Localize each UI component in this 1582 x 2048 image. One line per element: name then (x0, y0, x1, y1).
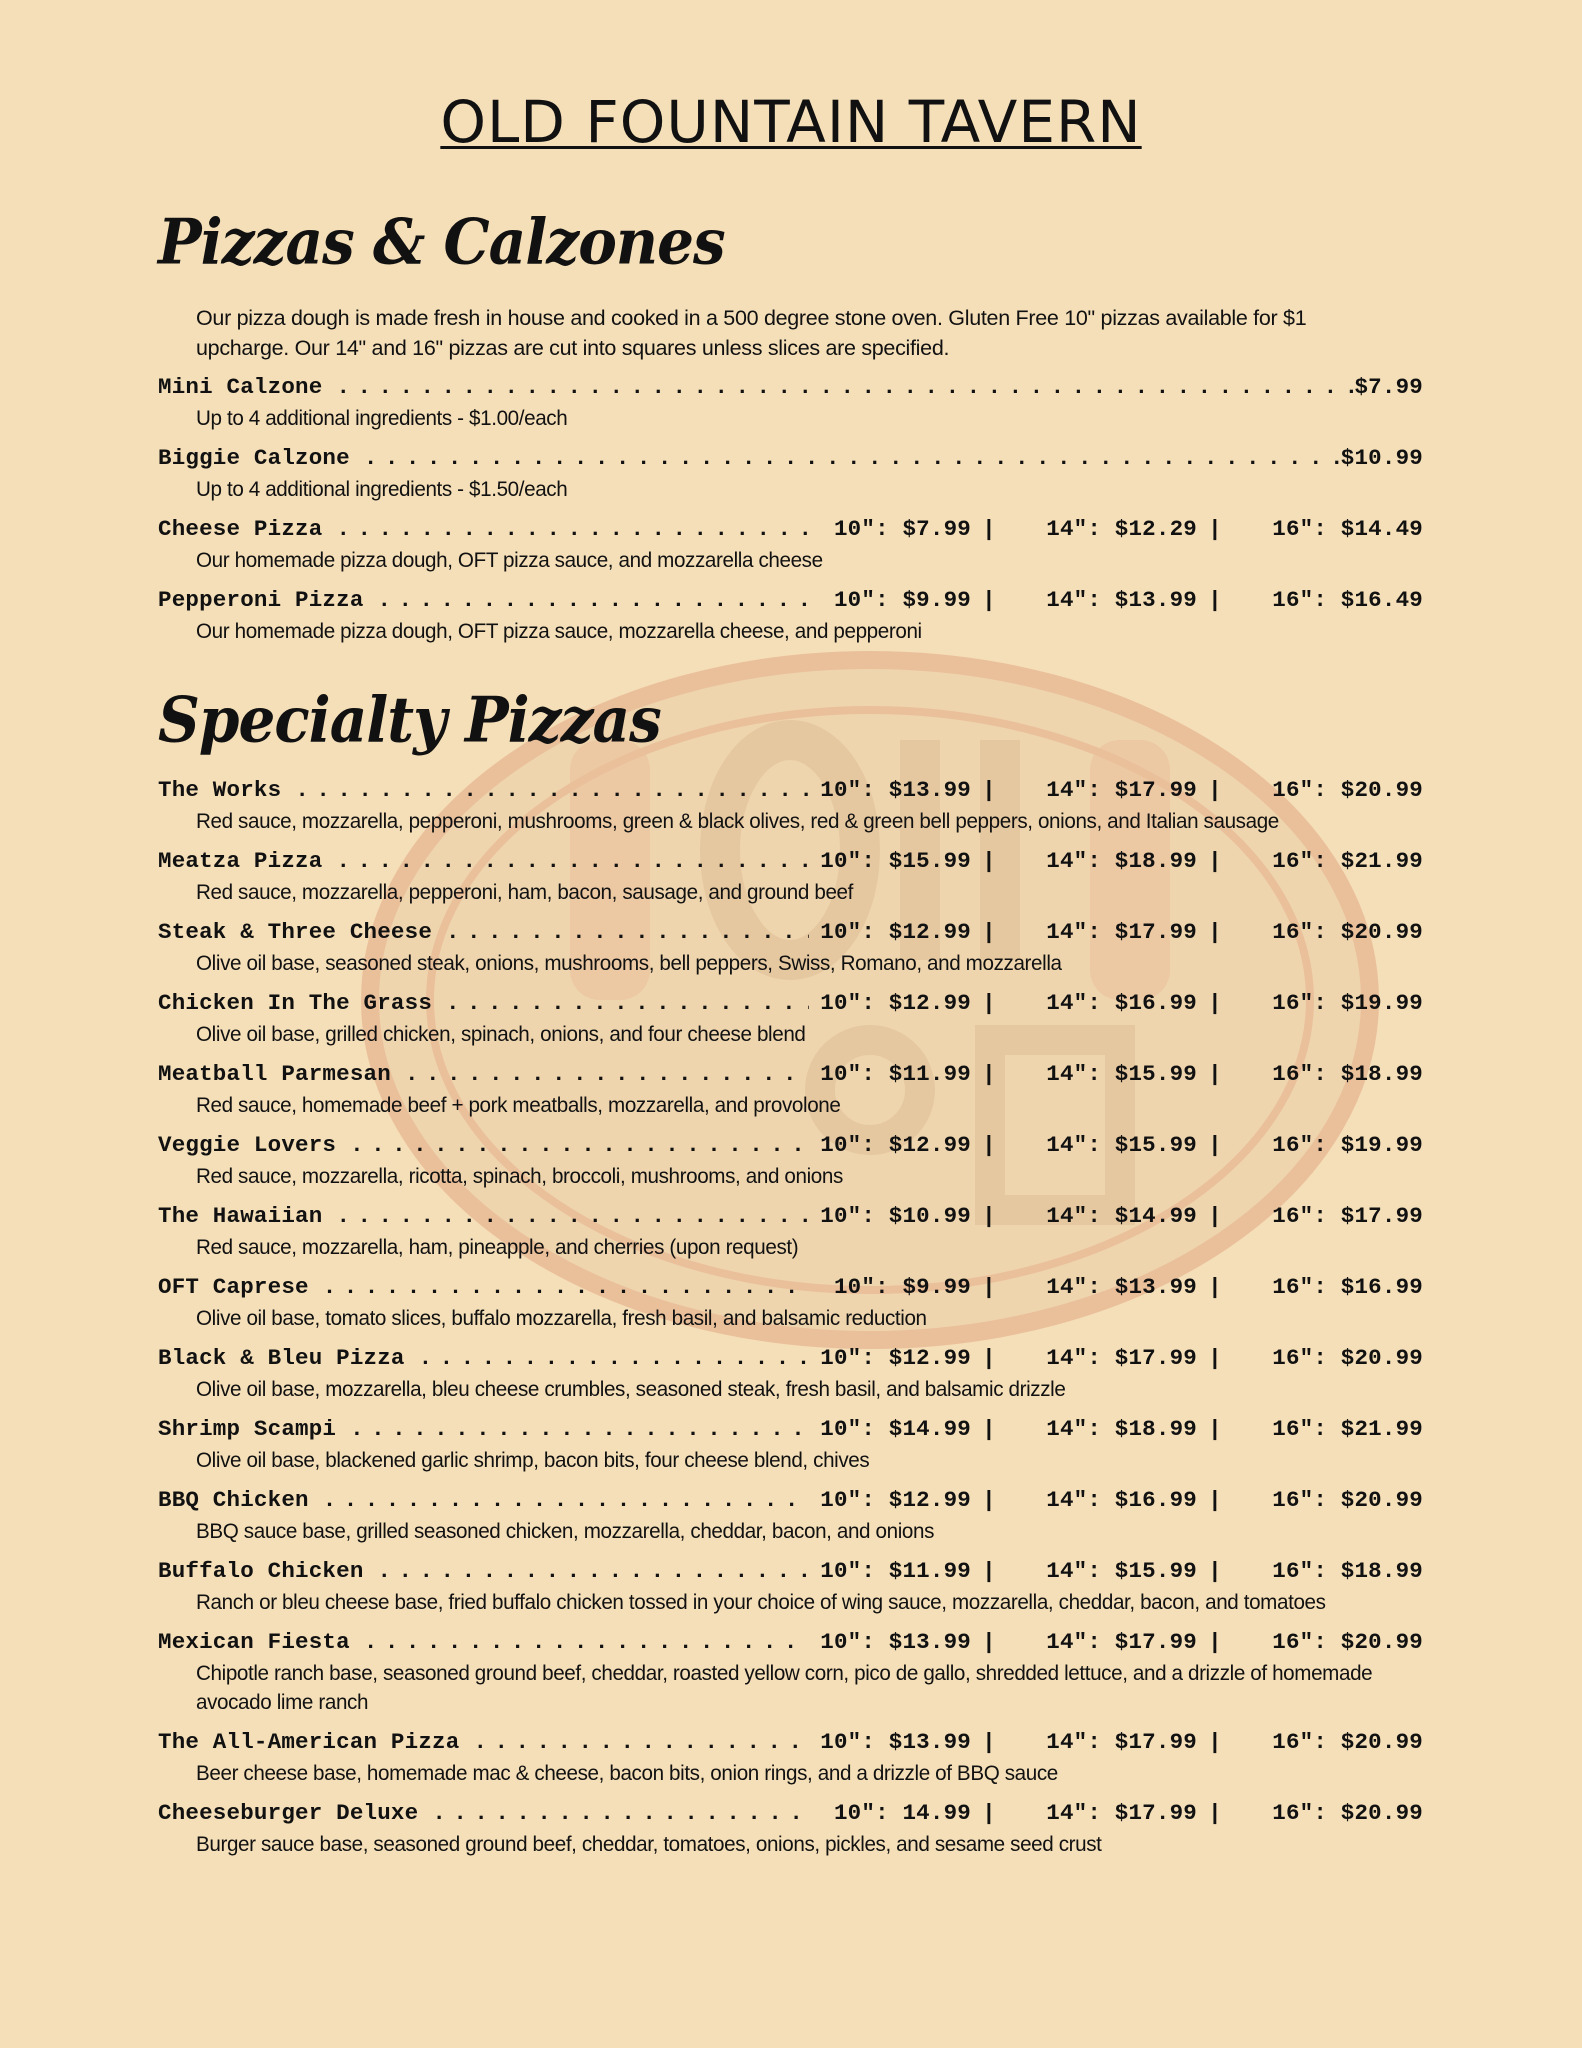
dot-leader (309, 1484, 809, 1517)
price-separator: | (1208, 1274, 1222, 1300)
menu-item (158, 1271, 1423, 1333)
price-separator: | (1208, 1487, 1222, 1513)
menu-item (158, 1200, 1423, 1262)
menu-item-description: Olive oil base, grilled chicken, spinach, onions, and four cheese blend (196, 1022, 806, 1046)
price-separator: | (982, 516, 996, 542)
menu-item-line (158, 442, 1423, 475)
menu-item-description: Red sauce, mozzarella, ricotta, spinach, broccoli, mushrooms, and onions (196, 1164, 843, 1188)
menu-item-line (158, 584, 1423, 617)
price-14-inch: 14": $16.99 (1046, 1487, 1197, 1513)
price-16-inch: 16": $20.99 (1272, 1629, 1423, 1655)
price-separator: | (1208, 516, 1222, 542)
price-14-inch: 14": $16.99 (1046, 990, 1197, 1016)
price-separator: | (1208, 587, 1222, 613)
price-10-inch: 10": $12.99 (820, 990, 971, 1016)
menu-item (158, 584, 1423, 646)
price-separator: | (1208, 1203, 1222, 1229)
price-separator: | (982, 1203, 996, 1229)
menu-item (158, 1342, 1423, 1404)
menu-item-name: Chicken In The Grass (158, 990, 433, 1016)
price-separator: | (1208, 1629, 1222, 1655)
menu-item-description: BBQ sauce base, grilled seasoned chicken, mozzarella, cheddar, bacon, and onions (196, 1519, 935, 1543)
menu-item-description: Our homemade pizza dough, OFT pizza sauce, and mozzarella cheese (196, 548, 823, 572)
price-16-inch: 16": $20.99 (1272, 1487, 1423, 1513)
section-heading-pizzas-calzones: Pizzas & Calzones (158, 205, 725, 279)
menu-item-line (158, 774, 1423, 807)
price-14-inch: 14": $17.99 (1046, 919, 1197, 945)
price-10-inch: 10": $11.99 (820, 1061, 971, 1087)
pizzas-calzones-list (158, 371, 1423, 655)
menu-item-prices (809, 1413, 1423, 1446)
price-16-inch: 16": $21.99 (1272, 1416, 1423, 1442)
menu-item-line (158, 1626, 1423, 1659)
menu-item-name: Pepperoni Pizza (158, 587, 364, 613)
menu-item-name: The All-American Pizza (158, 1729, 460, 1755)
dot-leader (459, 1726, 809, 1759)
menu-item (158, 987, 1423, 1049)
price-10-inch: 10": $9.99 (833, 587, 971, 613)
menu-item-description: Red sauce, mozzarella, pepperoni, mushrooms, green & black olives, red & green bell peppers, onions, and Italian sausage (196, 809, 1279, 833)
dot-leader (405, 1342, 809, 1375)
menu-item-prices (809, 987, 1423, 1020)
price-separator: | (1208, 1132, 1222, 1158)
menu-item-prices (1341, 442, 1423, 475)
dot-leader (309, 1271, 809, 1304)
menu-item (158, 845, 1423, 907)
menu-item (158, 1058, 1423, 1120)
menu-item-prices (809, 584, 1423, 617)
menu-item (158, 1129, 1423, 1191)
menu-item-name: The Works (158, 777, 282, 803)
menu-item-description: Red sauce, mozzarella, pepperoni, ham, bacon, sausage, and ground beef (196, 880, 853, 904)
menu-item (158, 1413, 1423, 1475)
dot-leader (281, 774, 809, 807)
menu-item-description: Red sauce, homemade beef + pork meatballs, mozzarella, and provolone (196, 1093, 841, 1117)
price-separator: | (1208, 1800, 1222, 1826)
menu-item-line (158, 916, 1423, 949)
menu-item-description: Olive oil base, blackened garlic shrimp, bacon bits, four cheese blend, chives (196, 1448, 870, 1472)
price-separator: | (982, 1800, 996, 1826)
price-separator: | (982, 848, 996, 874)
menu-item-line (158, 513, 1423, 546)
menu-item-prices (809, 1271, 1423, 1304)
menu-item-name: Steak & Three Cheese (158, 919, 433, 945)
price-16-inch: 16": $18.99 (1272, 1061, 1423, 1087)
menu-item (158, 442, 1423, 504)
menu-item-line (158, 987, 1423, 1020)
price-10-inch: 10": 14.99 (833, 1800, 971, 1826)
dot-leader (322, 513, 809, 546)
menu-item-line (158, 371, 1423, 404)
dot-leader (322, 845, 809, 878)
menu-item-description: Burger sauce base, seasoned ground beef, cheddar, tomatoes, onions, pickles, and sesame seed crust (196, 1832, 1102, 1856)
dot-leader (322, 371, 1354, 404)
menu-item-line (158, 1797, 1423, 1830)
menu-item-description: Beer cheese base, homemade mac & cheese, bacon bits, onion rings, and a drizzle of BBQ sauce (196, 1761, 1058, 1785)
menu-item-name: Black & Bleu Pizza (158, 1345, 405, 1371)
menu-item-line (158, 1200, 1423, 1233)
price-16-inch: 16": $20.99 (1272, 1800, 1423, 1826)
menu-item (158, 1726, 1423, 1788)
menu-item-prices (809, 1058, 1423, 1091)
price-separator: | (982, 1132, 996, 1158)
price-16-inch: 16": $19.99 (1272, 1132, 1423, 1158)
price-10-inch: 10": $13.99 (820, 1729, 971, 1755)
menu-item-description: Up to 4 additional ingredients - $1.00/each (196, 406, 568, 430)
menu-item-description: Ranch or bleu cheese base, fried buffalo chicken tossed in your choice of wing sauce, mozzarella, cheddar, bacon, and tomatoes (196, 1590, 1326, 1614)
menu-item-description: Our homemade pizza dough, OFT pizza sauce, mozzarella cheese, and pepperoni (196, 619, 922, 643)
menu-item-prices (809, 1484, 1423, 1517)
menu-item-prices (809, 1342, 1423, 1375)
price-10-inch: 10": $13.99 (820, 777, 971, 803)
menu-item-prices (809, 845, 1423, 878)
menu-item-line (158, 1726, 1423, 1759)
menu-item-prices (809, 513, 1423, 546)
menu-item (158, 1484, 1423, 1546)
menu-item-prices (809, 1200, 1423, 1233)
menu-item-line (158, 1271, 1423, 1304)
price-10-inch: 10": $13.99 (820, 1629, 971, 1655)
menu-item-line (158, 1413, 1423, 1446)
dot-leader (391, 1058, 809, 1091)
price-10-inch: 10": $10.99 (820, 1203, 971, 1229)
price-10-inch: 10": $9.99 (833, 1274, 971, 1300)
price-14-inch: 14": $18.99 (1046, 1416, 1197, 1442)
menu-item (158, 513, 1423, 575)
price-separator: | (1208, 1729, 1222, 1755)
menu-item-line (158, 1342, 1423, 1375)
price-16-inch: 16": $14.49 (1272, 516, 1423, 542)
menu-item-name: Veggie Lovers (158, 1132, 337, 1158)
menu-item-description: Olive oil base, tomato slices, buffalo mozzarella, fresh basil, and balsamic reduction (196, 1306, 927, 1330)
price-separator: | (982, 1345, 996, 1371)
menu-item-prices (809, 1626, 1423, 1659)
menu-item-name: Biggie Calzone (158, 445, 350, 471)
menu-item-name: Meatball Parmesan (158, 1061, 391, 1087)
price-10-inch: 10": $11.99 (820, 1558, 971, 1584)
menu-item-name: Mexican Fiesta (158, 1629, 350, 1655)
dot-leader (364, 584, 809, 617)
price-14-inch: 14": $17.99 (1046, 1345, 1197, 1371)
price-14-inch: 14": $15.99 (1046, 1132, 1197, 1158)
dot-leader (432, 916, 809, 949)
price-16-inch: 16": $16.49 (1272, 587, 1423, 613)
price-16-inch: 16": $19.99 (1272, 990, 1423, 1016)
price-separator: | (1208, 1061, 1222, 1087)
menu-item-name: The Hawaiian (158, 1203, 323, 1229)
price-10-inch: 10": $14.99 (820, 1416, 971, 1442)
menu-item-prices (809, 1797, 1423, 1830)
price-separator: | (1208, 990, 1222, 1016)
dot-leader (336, 1129, 809, 1162)
dot-leader (322, 1200, 809, 1233)
menu-item-name: Shrimp Scampi (158, 1416, 337, 1442)
menu-item (158, 1555, 1423, 1617)
menu-item-name: Cheeseburger Deluxe (158, 1800, 419, 1826)
price-separator: | (982, 919, 996, 945)
price-separator: | (982, 1729, 996, 1755)
dot-leader (364, 1555, 809, 1588)
price-16-inch: 16": $18.99 (1272, 1558, 1423, 1584)
price-separator: | (982, 777, 996, 803)
menu-item-prices (809, 1555, 1423, 1588)
menu-item (158, 1626, 1423, 1717)
menu-item-description: Olive oil base, seasoned steak, onions, mushrooms, bell peppers, Swiss, Romano, and mozzarella (196, 951, 1062, 975)
pizza-intro: Our pizza dough is made fresh in house and cooked in a 500 degree stone oven. Gluten Free 10" pizzas available for $1 upcharge. Our 14" and 16" pizzas are cut into squares unless slices are specified. (196, 306, 1307, 360)
price-10-inch: 10": $7.99 (833, 516, 971, 542)
price-10-inch: 10": $15.99 (820, 848, 971, 874)
price-16-inch: 16": $16.99 (1272, 1274, 1423, 1300)
section-heading-specialty: Specialty Pizzas (158, 683, 661, 757)
dot-leader (432, 987, 809, 1020)
price-separator: | (982, 1274, 996, 1300)
price-separator: | (1208, 848, 1222, 874)
price-separator: | (982, 1558, 996, 1584)
price-separator: | (982, 1629, 996, 1655)
dot-leader (350, 1626, 809, 1659)
price-separator: | (982, 1487, 996, 1513)
price-16-inch: 16": $17.99 (1272, 1203, 1423, 1229)
price-separator: | (1208, 1558, 1222, 1584)
menu-item-prices (809, 916, 1423, 949)
menu-item-line (158, 845, 1423, 878)
menu-item-description: Olive oil base, mozzarella, bleu cheese crumbles, seasoned steak, fresh basil, and balsamic drizzle (196, 1377, 1066, 1401)
price-separator: | (1208, 1416, 1222, 1442)
menu-item (158, 774, 1423, 836)
price-separator: | (1208, 777, 1222, 803)
menu-item-description: Up to 4 additional ingredients - $1.50/each (196, 477, 568, 501)
price-16-inch: 16": $20.99 (1272, 919, 1423, 945)
menu-item-name: OFT Caprese (158, 1274, 309, 1300)
menu-item-name: Cheese Pizza (158, 516, 323, 542)
menu-item-description: Red sauce, mozzarella, ham, pineapple, and cherries (upon request) (196, 1235, 799, 1259)
menu-item (158, 916, 1423, 978)
dot-leader (350, 442, 1341, 475)
menu-item-name: Buffalo Chicken (158, 1558, 364, 1584)
menu-item (158, 371, 1423, 433)
menu-item-name: BBQ Chicken (158, 1487, 309, 1513)
price-14-inch: 14": $17.99 (1046, 1729, 1197, 1755)
price-14-inch: 14": $13.99 (1046, 587, 1197, 613)
price-16-inch: 16": $20.99 (1272, 1729, 1423, 1755)
dot-leader (336, 1413, 809, 1446)
price-10-inch: 10": $12.99 (820, 919, 971, 945)
price-14-inch: 14": $13.99 (1046, 1274, 1197, 1300)
menu-item-description: Chipotle ranch base, seasoned ground beef, cheddar, roasted yellow corn, pico de gallo, shredded lettuce, and a drizzle of homemade avocado lime ranch (196, 1661, 1373, 1714)
menu-item-name: Meatza Pizza (158, 848, 323, 874)
price-14-inch: 14": $17.99 (1046, 1629, 1197, 1655)
specialty-pizzas-list (158, 774, 1423, 1868)
menu-item-name: Mini Calzone (158, 374, 323, 400)
menu-item-price: $7.99 (1354, 374, 1423, 400)
price-14-inch: 14": $15.99 (1046, 1061, 1197, 1087)
price-separator: | (982, 587, 996, 613)
menu-item-prices (809, 1129, 1423, 1162)
price-separator: | (1208, 1345, 1222, 1371)
price-10-inch: 10": $12.99 (820, 1345, 971, 1371)
price-14-inch: 14": $17.99 (1046, 1800, 1197, 1826)
price-separator: | (982, 1416, 996, 1442)
price-14-inch: 14": $18.99 (1046, 848, 1197, 874)
price-separator: | (982, 1061, 996, 1087)
price-14-inch: 14": $15.99 (1046, 1558, 1197, 1584)
restaurant-title: OLD FOUNTAIN TAVERN (440, 88, 1142, 156)
menu-item-price: $10.99 (1340, 445, 1423, 471)
price-14-inch: 14": $12.29 (1046, 516, 1197, 542)
dot-leader (418, 1797, 809, 1830)
price-14-inch: 14": $14.99 (1046, 1203, 1197, 1229)
price-separator: | (982, 990, 996, 1016)
price-16-inch: 16": $20.99 (1272, 777, 1423, 803)
menu-item-line (158, 1129, 1423, 1162)
price-14-inch: 14": $17.99 (1046, 777, 1197, 803)
price-10-inch: 10": $12.99 (820, 1487, 971, 1513)
menu-item-prices (809, 774, 1423, 807)
menu-item-line (158, 1555, 1423, 1588)
price-16-inch: 16": $21.99 (1272, 848, 1423, 874)
price-separator: | (1208, 919, 1222, 945)
price-10-inch: 10": $12.99 (820, 1132, 971, 1158)
menu-item-prices (809, 1726, 1423, 1759)
menu-item-prices (1354, 371, 1423, 404)
menu-item-line (158, 1484, 1423, 1517)
menu-item (158, 1797, 1423, 1859)
price-16-inch: 16": $20.99 (1272, 1345, 1423, 1371)
menu-item-line (158, 1058, 1423, 1091)
